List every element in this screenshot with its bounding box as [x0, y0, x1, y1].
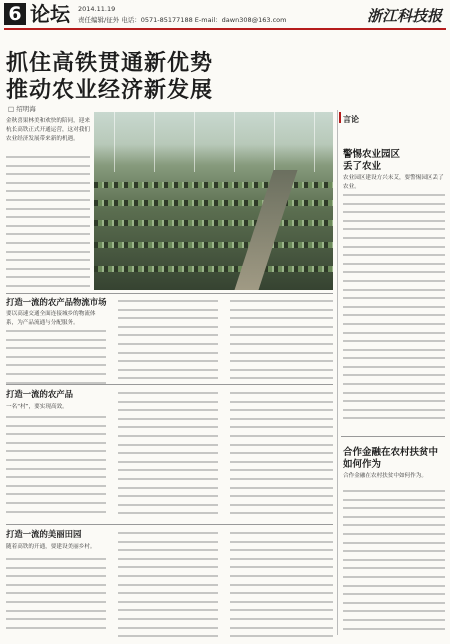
- divider: [6, 293, 333, 294]
- section-1-col-3: [230, 300, 333, 386]
- section-heading-2: 打造一流的农产品: [6, 389, 73, 399]
- section-3-intro: 随着高铁的开通，要建设美丽乡村。: [6, 544, 96, 550]
- opinion-title-2-line-1: 合作金融在农村扶贫中: [343, 447, 439, 458]
- section-1-intro: 要以高速交通全面连接城乡的物流体系，为产品流通与分配服务。: [6, 311, 96, 326]
- section-3-col-2: [118, 532, 218, 644]
- headline-line-1: 抓住高铁贯通新优势: [6, 51, 214, 76]
- label-marker: [339, 112, 341, 123]
- section-2-col-3: [230, 392, 333, 521]
- divider: [6, 384, 333, 385]
- page-number: 6: [4, 3, 26, 25]
- divider: [341, 436, 445, 437]
- divider: [6, 524, 333, 525]
- section-2-col-2: [118, 392, 218, 521]
- section-title: 论坛: [30, 2, 70, 26]
- opinion-title-2-line-2: 如何作为: [343, 459, 382, 470]
- lede-text: 金秋喜果林美和欢快的陪同，迎来杭长高铁正式开通运营，这对我们农业经济发展带来新的机遇。: [6, 118, 90, 143]
- lede-text-block: [6, 156, 90, 294]
- opinion-2-body: [343, 490, 445, 636]
- section-1-col-1: [6, 330, 106, 390]
- section-2-col-1: [6, 416, 106, 519]
- byline: □ 绍明海: [8, 105, 36, 113]
- section-1-col-2: [118, 300, 218, 386]
- section-3-col-3: [230, 532, 333, 644]
- section-2-intro: 一名“村”，要实现高效。: [6, 404, 68, 410]
- greenhouse-photo: [94, 112, 333, 290]
- column-rule: [337, 110, 338, 635]
- opinion-1-body: [343, 194, 445, 426]
- opinion-title-1-line-1: 警惕农业园区: [343, 149, 401, 160]
- opinion-2-excerpt: 合作金融在农村扶贫中如何作为。: [343, 473, 427, 479]
- opinion-title-1-line-2: 丢了农业: [343, 161, 382, 172]
- column-label: 言论: [343, 115, 359, 124]
- header-rule: [4, 28, 446, 30]
- section-heading-3: 打造一流的美丽田园: [6, 529, 82, 539]
- editor-contact: 责任编辑/征外 电话：0571-85177188 E-mail：dawn308@163.com: [78, 16, 287, 24]
- headline-line-2: 推动农业经济新发展: [6, 78, 214, 103]
- opinion-1-excerpt: 农业园区建设方兴未艾，要警惕园区丢了农业。: [343, 175, 444, 190]
- lede-paragraph: [6, 117, 90, 145]
- section-3-col-1: [6, 558, 106, 635]
- masthead: 浙江科技报: [366, 7, 442, 25]
- issue-date: 2014.11.19: [78, 5, 116, 13]
- section-heading-1: 打造一流的农产品物流市场: [6, 297, 107, 307]
